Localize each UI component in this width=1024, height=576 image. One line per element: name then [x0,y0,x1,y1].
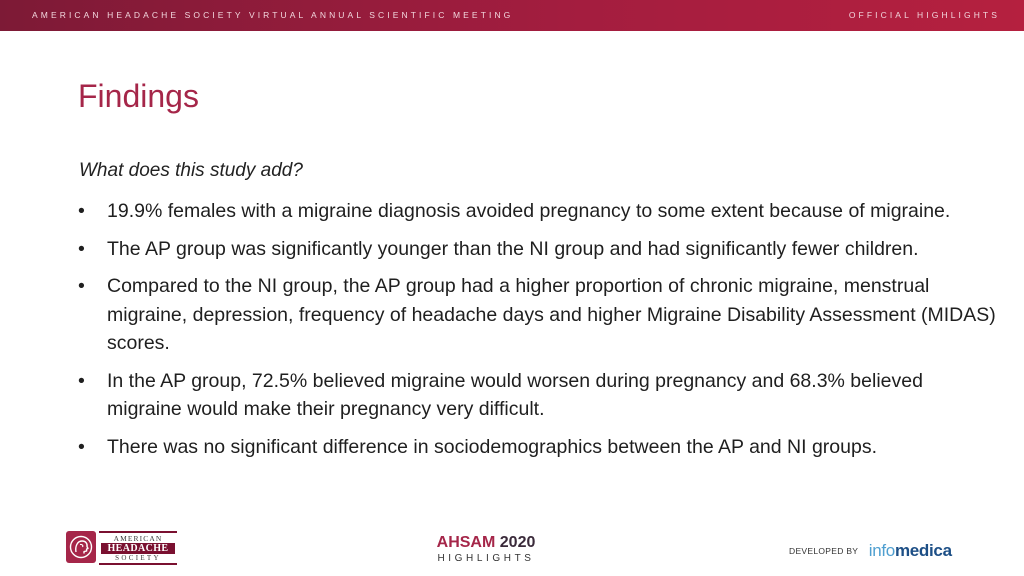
subheading: What does this study add? [79,160,303,181]
american-headache-society-logo [66,531,178,565]
bullet-icon: • [78,435,85,458]
bullet-text: The AP group was significantly younger than the NI group and had significantly fewer children. [107,237,919,260]
bullet-text: Compared to the NI group, the AP group had a higher proportion of chronic migraine, menstrual migraine, depression, frequency of headache days and higher Migraine Disability Assessment (MIDAS) scores. [107,275,996,354]
bullet-icon: • [78,200,85,222]
bullet-icon: • [78,237,85,260]
logo-line-society: SOCIETY [115,554,161,562]
ahsam-2020-logo [427,534,545,565]
findings-list [78,197,998,470]
top-banner [0,0,1024,31]
bullet-icon: • [78,275,85,297]
list-item [78,433,998,462]
list-item [78,272,998,358]
bullet-icon: • [78,369,85,392]
list-item [78,367,998,424]
ahsam-name: AHSAM [436,534,496,551]
logo-line-american: AMERICAN [113,534,163,543]
head-profile-icon [66,531,96,563]
bullet-text: There was no significant difference in sociodemographics between the AP and NI groups. [107,435,877,458]
official-highlights-label: OFFICIAL HIGHLIGHTS [848,10,1000,20]
developed-by [789,541,952,561]
page-title: Findings [78,78,199,114]
society-wordmark [99,531,177,565]
brand-part-medica: medica [894,541,952,560]
list-item [78,235,998,264]
logo-line-headache: HEADACHE [101,543,175,554]
bullet-text: In the AP group, 72.5% believed migraine would worsen during pregnancy and 68.3% believed migraine would make their pregnancy very difficult. [107,369,923,420]
list-item [78,197,998,226]
brand-part-info: info [868,541,895,560]
ahsam-year: 2020 [499,534,536,551]
meeting-name: AMERICAN HEADACHE SOCIETY VIRTUAL ANNUAL SCIENTIFIC MEETING [32,10,514,20]
developed-by-label: DEVELOPED BY [789,546,859,556]
infomedica-logo [869,541,952,560]
ahsam-subtitle: HIGHLIGHTS [437,553,535,564]
bullet-text: 19.9% females with a migraine diagnosis avoided pregnancy to some extent because of migraine. [107,200,951,222]
